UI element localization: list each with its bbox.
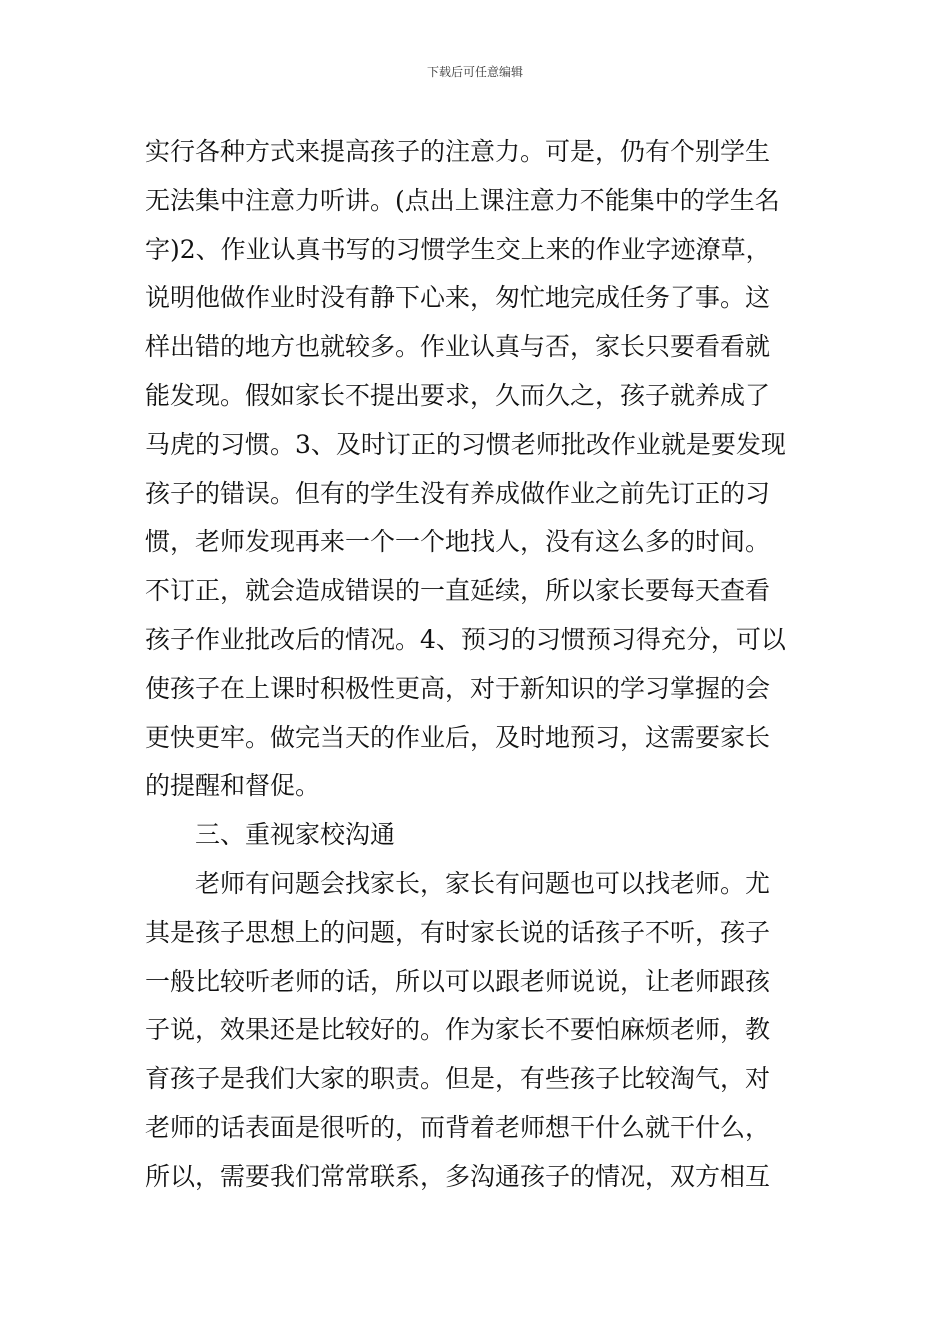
text-line: 实行各种方式来提高孩子的注意力。可是，仍有个别学生 (145, 137, 771, 166)
text-line: 能发现。假如家长不提出要求，久而久之，孩子就养成了 (145, 380, 771, 410)
text-line: 字)2、作业认真书写的习惯学生交上来的作业字迹潦草， (145, 234, 771, 264)
text-line: 说明他做作业时没有静下心来，匆忙地完成任务了事。这 (145, 283, 771, 313)
text-line: 不订正，就会造成错误的一直延续，所以家长要每天查看 (145, 576, 771, 606)
text-line: 马虎的习惯。3、及时订正的习惯老师批改作业就是要发现 (145, 429, 786, 459)
page-header: 下载后可任意编辑 (426, 65, 523, 79)
text-line: 孩子作业批改后的情况。4、预习的习惯预习得充分，可以 (145, 624, 786, 654)
text-line: 无法集中注意力听讲。(点出上课注意力不能集中的学生名 (145, 185, 780, 215)
text-line: 孩子的错误。但有的学生没有养成做作业之前先订正的习 (145, 478, 771, 508)
text-line: 的提醒和督促。 (145, 771, 321, 801)
text-line: 育孩子是我们大家的职责。但是，有些孩子比较淘气，对 (145, 1064, 771, 1094)
text-line: 样出错的地方也就较多。作业认真与否，家长只要看看就 (145, 332, 771, 362)
text-line: 子说，效果还是比较好的。作为家长不要怕麻烦老师，教 (145, 1015, 771, 1045)
text-line: 一般比较听老师的话，所以可以跟老师说说，让老师跟孩 (145, 966, 771, 996)
text-line: 所以，需要我们常常联系，多沟通孩子的情况，双方相互 (145, 1161, 771, 1191)
text-line: 使孩子在上课时积极性更高，对于新知识的学习掌握的会 (145, 673, 771, 703)
text-line: 其是孩子思想上的问题，有时家长说的话孩子不听，孩子 (145, 917, 771, 947)
section-heading: 三、重视家校沟通 (195, 820, 396, 850)
text-line: 老师有问题会找家长，家长有问题也可以找老师。尤 (195, 868, 771, 898)
text-line: 老师的话表面是很听的，而背着老师想干什么就干什么， (145, 1112, 771, 1142)
text-line: 惯，老师发现再来一个一个地找人，没有这么多的时间。 (145, 527, 771, 557)
document-body (145, 128, 807, 1202)
text-line: 更快更牢。做完当天的作业后，及时地预习，这需要家长 (145, 722, 771, 752)
